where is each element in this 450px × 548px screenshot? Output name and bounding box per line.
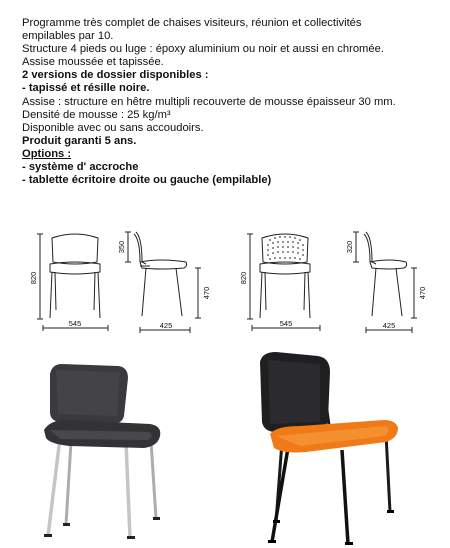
- dim-width-label: 545: [68, 319, 82, 328]
- dim-height-label: 820: [239, 271, 248, 285]
- desc-line: Assise : structure en hêtre multipli recouverte de mousse épaisseur 30 mm.: [22, 95, 396, 108]
- dim-width-label: 545: [279, 319, 293, 328]
- desc-line: Programme très complet de chaises visiteurs, réunion et collectivités: [22, 17, 362, 29]
- warranty-text: Produit garanti 5 ans.: [22, 134, 137, 147]
- technical-drawings: [0, 218, 450, 338]
- version-item: - tapissé et résille noire.: [22, 82, 150, 95]
- versions-heading: 2 versions de dossier disponibles :: [22, 69, 209, 82]
- front-view-drawing-tapisse: [50, 234, 100, 318]
- dim-seat-height-label: 470: [202, 286, 211, 300]
- dim-depth-label: 425: [382, 321, 396, 330]
- desc-line: Assise moussée et tapissée.: [22, 56, 164, 69]
- orange-chair-photo: [260, 352, 398, 545]
- desc-line: empilables par 10.: [22, 30, 114, 43]
- options-heading: Options :: [22, 147, 72, 160]
- desc-line: Disponible avec ou sans accoudoirs.: [22, 121, 204, 134]
- dim-backrest-label: 320: [345, 240, 354, 254]
- side-view-drawing-tapisse: [134, 232, 187, 316]
- option-item: - tablette écritoire droite ou gauche (empilable): [22, 174, 272, 187]
- dim-depth-label: 425: [159, 321, 173, 330]
- grey-chair-photo: [44, 364, 160, 539]
- description-text: [22, 17, 442, 187]
- dim-backrest-label: 350: [117, 240, 126, 254]
- side-view-drawing-resille: [364, 232, 407, 316]
- option-item: - système d' accroche: [22, 161, 139, 174]
- product-photos: [0, 346, 450, 546]
- dim-height-label: 820: [29, 271, 38, 285]
- desc-line: Structure 4 pieds ou luge : époxy aluminium ou noir et aussi en chromée.: [22, 43, 384, 56]
- mesh-pattern: [267, 236, 304, 260]
- front-view-drawing-resille: [260, 234, 310, 318]
- desc-line: Densité de mousse : 25 kg/m³: [22, 108, 171, 121]
- dim-seat-height-label: 470: [418, 286, 427, 300]
